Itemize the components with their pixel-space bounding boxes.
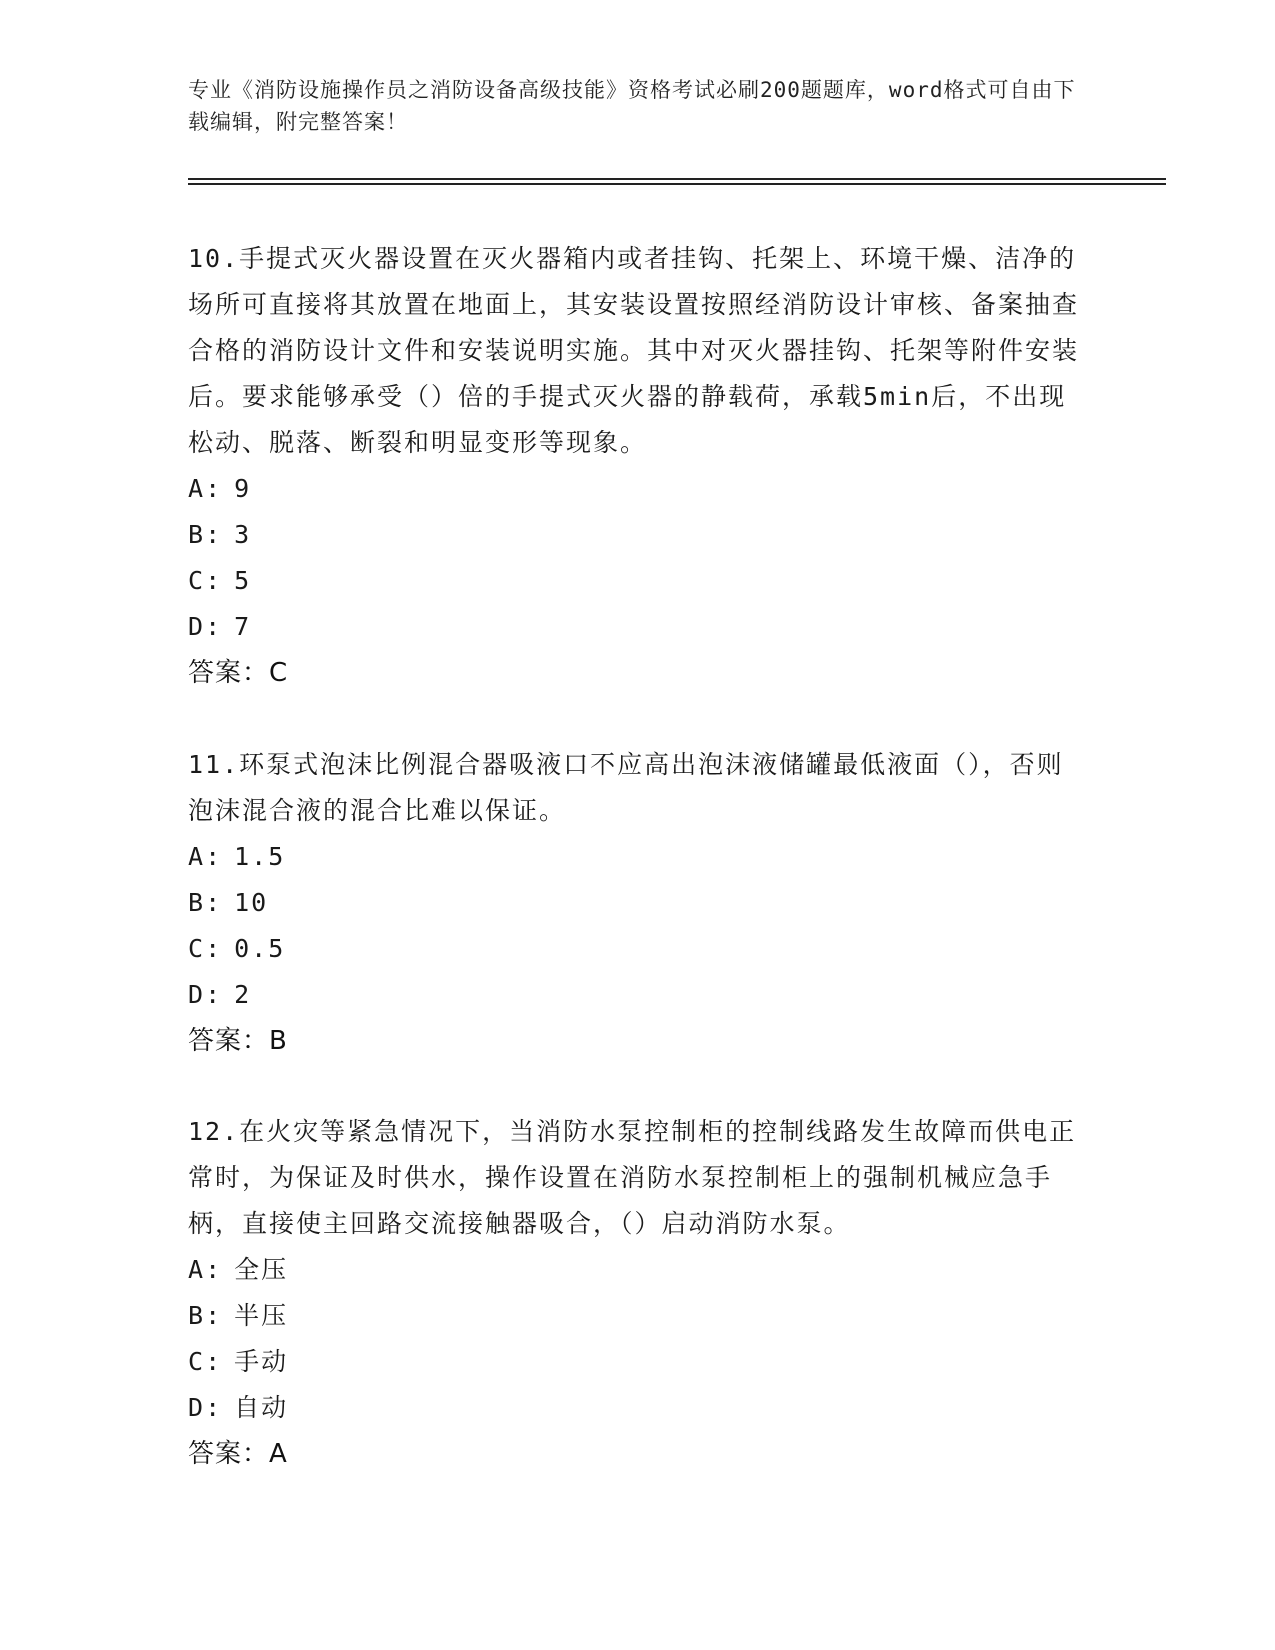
question-stem: 11.环泵式泡沫比例混合器吸液口不应高出泡沫液储罐最低液面（），否则泡沫混合液的混合比难以保证。: [188, 750, 1064, 825]
option-separator: :: [205, 1301, 223, 1330]
option-b: [188, 880, 1088, 926]
option-key: B: [188, 520, 206, 549]
option-b: [188, 512, 1088, 558]
option-value: 1.5: [234, 842, 286, 871]
question-11: [188, 742, 1088, 1064]
option-separator: :: [205, 842, 223, 871]
option-c: [188, 558, 1088, 604]
option-d: [188, 1385, 1088, 1431]
option-key: C: [188, 566, 206, 595]
option-separator: :: [205, 1393, 223, 1422]
question-12: [188, 1109, 1088, 1477]
option-d: [188, 972, 1088, 1018]
option-d: [188, 604, 1088, 650]
option-key: B: [188, 1301, 206, 1330]
option-separator: :: [205, 888, 223, 917]
option-value: 半压: [234, 1301, 289, 1330]
option-separator: :: [205, 934, 223, 963]
option-separator: :: [205, 612, 223, 641]
question-stem: 12.在火灾等紧急情况下，当消防水泵控制柜的控制线路发生故障而供电正常时，为保证及时供水，操作设置在消防水泵控制柜上的强制机械应急手柄，直接使主回路交流接触器吸合，（）启动消防水泵。: [188, 1117, 1077, 1238]
option-value: 2: [234, 980, 252, 1009]
question-10: [188, 236, 1088, 696]
option-value: 0.5: [234, 934, 286, 963]
option-key: A: [188, 842, 206, 871]
option-b: [188, 1293, 1088, 1339]
answer-line: 答案：B: [188, 1026, 288, 1056]
option-separator: :: [205, 980, 223, 1009]
option-a: [188, 1247, 1088, 1293]
option-key: A: [188, 474, 206, 503]
option-value: 5: [234, 566, 252, 595]
option-key: C: [188, 1347, 206, 1376]
option-value: 10: [234, 888, 269, 917]
answer-line: 答案：A: [188, 1439, 288, 1469]
option-separator: :: [205, 566, 223, 595]
option-key: D: [188, 612, 206, 641]
option-separator: :: [205, 1347, 223, 1376]
option-key: A: [188, 1255, 206, 1284]
option-separator: :: [205, 520, 223, 549]
answer-line: 答案：C: [188, 658, 289, 688]
option-value: 9: [234, 474, 252, 503]
option-key: D: [188, 980, 206, 1009]
document-header: 专业《消防设施操作员之消防设备高级技能》资格考试必刷200题题库，word格式可自由下载编辑，附完整答案！: [188, 78, 1076, 134]
header-divider-top: [188, 178, 1166, 180]
option-key: C: [188, 934, 206, 963]
option-value: 全压: [234, 1255, 289, 1284]
question-stem: 10.手提式灭火器设置在灭火器箱内或者挂钩、托架上、环境干燥、洁净的场所可直接将其放置在地面上，其安装设置按照经消防设计审核、备案抽查合格的消防设计文件和安装说明实施。其中对灭火器挂钩、托架等附件安装后。要求能够承受（）倍的手提式灭火器的静载荷，承载5min后，不出现松动、脱落、断裂和明显变形等现象。: [188, 244, 1080, 457]
option-value: 手动: [234, 1347, 289, 1376]
option-c: [188, 1339, 1088, 1385]
option-value: 自动: [234, 1393, 289, 1422]
option-c: [188, 926, 1088, 972]
option-value: 7: [234, 612, 252, 641]
option-key: B: [188, 888, 206, 917]
header-divider-bottom: [188, 183, 1166, 185]
option-separator: :: [205, 1255, 223, 1284]
option-a: [188, 834, 1088, 880]
option-separator: :: [205, 474, 223, 503]
option-value: 3: [234, 520, 252, 549]
option-a: [188, 466, 1088, 512]
option-key: D: [188, 1393, 206, 1422]
